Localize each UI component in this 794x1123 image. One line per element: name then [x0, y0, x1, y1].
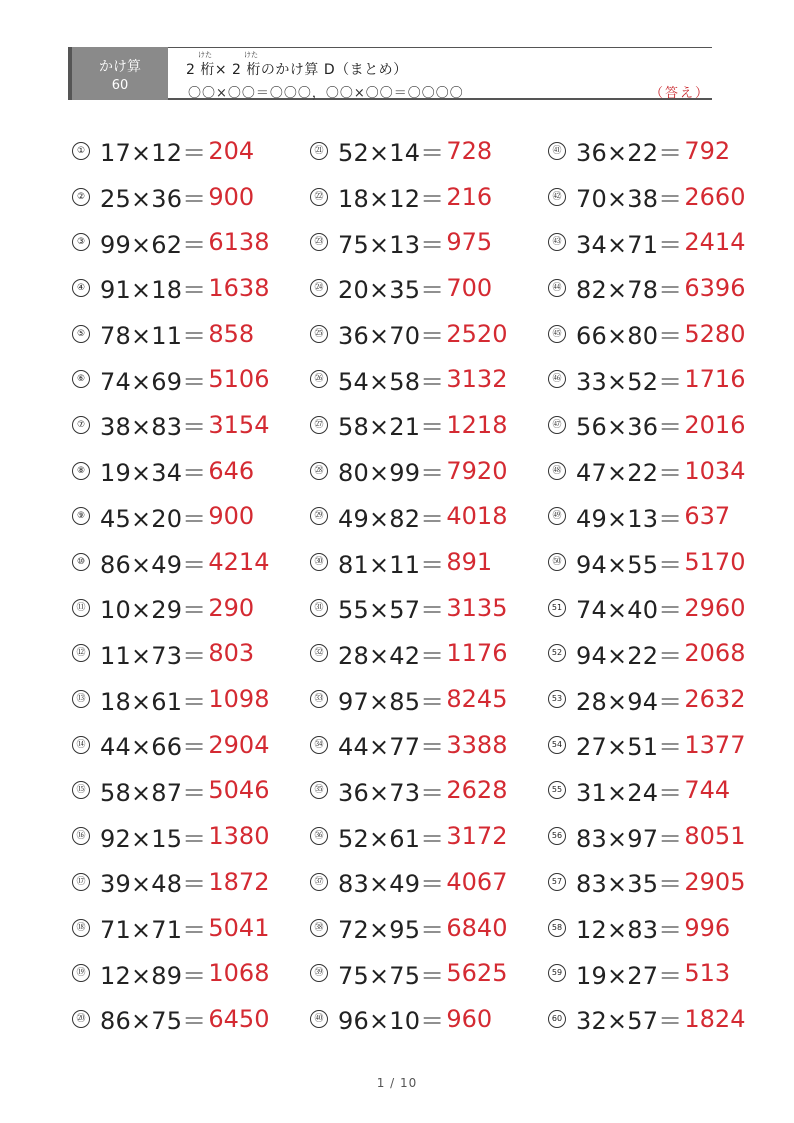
problem-column-3 [548, 128, 762, 1046]
problem-expression: 74×40＝ [576, 596, 683, 625]
problem-item [72, 402, 310, 448]
problem-answer: 996 [684, 913, 731, 942]
problem-expression: 58×21＝ [338, 413, 445, 442]
problem-answer: 1176 [446, 639, 508, 668]
problem-answer: 513 [684, 959, 731, 988]
problem-number: ㊱ [310, 827, 328, 845]
worksheet-badge [68, 47, 168, 100]
problem-number: 58 [548, 919, 566, 937]
problem-answer: 1377 [684, 730, 746, 759]
problem-expression: 49×82＝ [338, 504, 445, 533]
problem-answer: 2960 [684, 593, 746, 622]
problem-number: 55 [548, 781, 566, 799]
problem-number: ㊾ [548, 507, 566, 525]
problem-number: ㊻ [548, 370, 566, 388]
problem-expression: 36×22＝ [576, 139, 683, 168]
problem-expression: 66×80＝ [576, 322, 683, 351]
problem-number: ① [72, 142, 90, 160]
problem-answer: 6396 [684, 273, 746, 302]
problem-number: ⑯ [72, 827, 90, 845]
problem-answer: 5046 [208, 776, 270, 805]
problem-item [548, 174, 762, 220]
problem-item [72, 676, 310, 722]
problem-item [72, 219, 310, 265]
problem-number: ㉚ [310, 553, 328, 571]
problem-number: ㊸ [548, 233, 566, 251]
problem-number: ㉑ [310, 142, 328, 160]
problem-answer: 3132 [446, 365, 508, 394]
problem-item [548, 676, 762, 722]
problem-expression: 82×78＝ [576, 276, 683, 305]
problem-item [548, 494, 762, 540]
problem-answer: 1068 [208, 959, 270, 988]
problem-answer: 7920 [446, 456, 508, 485]
problem-grid [72, 128, 762, 1046]
problem-expression: 19×34＝ [100, 459, 207, 488]
problem-item [310, 813, 548, 859]
problem-item [310, 311, 548, 357]
problem-number: ㊳ [310, 919, 328, 937]
problem-number: ⑱ [72, 919, 90, 937]
problem-item [72, 996, 310, 1042]
problem-answer: 6450 [208, 1004, 270, 1033]
problem-answer: 646 [208, 456, 255, 485]
problem-item [310, 859, 548, 905]
problem-answer: 2520 [446, 319, 508, 348]
problem-number: 56 [548, 827, 566, 845]
problem-expression: 58×87＝ [100, 778, 207, 807]
problem-expression: 49×13＝ [576, 504, 683, 533]
problem-item [72, 905, 310, 951]
problem-item [548, 905, 762, 951]
problem-expression: 83×97＝ [576, 824, 683, 853]
problem-number: ㊹ [548, 279, 566, 297]
problem-number: ⑭ [72, 736, 90, 754]
problem-answer: 3388 [446, 730, 508, 759]
problem-item [548, 539, 762, 585]
problem-item [548, 311, 762, 357]
answer-label: （答え） [649, 86, 710, 101]
problem-number: ㉗ [310, 416, 328, 434]
problem-expression: 75×13＝ [338, 230, 445, 259]
problem-item [310, 448, 548, 494]
problem-answer: 3135 [446, 593, 508, 622]
problem-answer: 290 [208, 593, 255, 622]
problem-number: ② [72, 188, 90, 206]
problem-answer: 1638 [208, 273, 270, 302]
problem-number: 51 [548, 599, 566, 617]
problem-column-2 [310, 128, 548, 1046]
problem-expression: 78×11＝ [100, 322, 207, 351]
problem-number: 60 [548, 1010, 566, 1028]
problem-item [72, 585, 310, 631]
problem-item [310, 402, 548, 448]
problem-expression: 71×71＝ [100, 916, 207, 945]
problem-answer: 858 [208, 319, 255, 348]
problem-item [310, 356, 548, 402]
problem-expression: 20×35＝ [338, 276, 445, 305]
problem-expression: 97×85＝ [338, 687, 445, 716]
problem-expression: 33×52＝ [576, 367, 683, 396]
problem-expression: 18×12＝ [338, 185, 445, 214]
problem-answer: 1380 [208, 822, 270, 851]
problem-item [72, 768, 310, 814]
problem-expression: 31×24＝ [576, 778, 683, 807]
problem-expression: 45×20＝ [100, 504, 207, 533]
problem-answer: 900 [208, 502, 255, 531]
problem-answer: 960 [446, 1004, 493, 1033]
problem-answer: 728 [446, 136, 493, 165]
problem-expression: 10×29＝ [100, 596, 207, 625]
problem-item [548, 402, 762, 448]
worksheet-header [168, 47, 712, 100]
problem-answer: 2068 [684, 639, 746, 668]
problem-expression: 28×94＝ [576, 687, 683, 716]
problem-column-1 [72, 128, 310, 1046]
problem-number: ㉝ [310, 690, 328, 708]
problem-item [72, 722, 310, 768]
problem-expression: 18×61＝ [100, 687, 207, 716]
problem-item [72, 539, 310, 585]
problem-answer: 4214 [208, 548, 270, 577]
problem-answer: 2414 [684, 228, 746, 257]
problem-number: ㊺ [548, 325, 566, 343]
problem-answer: 5170 [684, 548, 746, 577]
problem-number: ⑳ [72, 1010, 90, 1028]
problem-expression: 52×61＝ [338, 824, 445, 853]
problem-expression: 54×58＝ [338, 367, 445, 396]
problem-item [310, 494, 548, 540]
problem-number: ④ [72, 279, 90, 297]
problem-number: ㊽ [548, 462, 566, 480]
problem-answer: 1716 [684, 365, 746, 394]
problem-expression: 39×48＝ [100, 870, 207, 899]
problem-number: ㊲ [310, 873, 328, 891]
problem-number: ⑤ [72, 325, 90, 343]
problem-expression: 19×27＝ [576, 961, 683, 990]
problem-number: ㉖ [310, 370, 328, 388]
problem-answer: 5041 [208, 913, 270, 942]
problem-expression: 32×57＝ [576, 1007, 683, 1036]
problem-expression: 44×77＝ [338, 733, 445, 762]
problem-item [548, 950, 762, 996]
problem-expression: 55×57＝ [338, 596, 445, 625]
problem-expression: 72×95＝ [338, 916, 445, 945]
problem-number: ㉛ [310, 599, 328, 617]
problem-item [72, 631, 310, 677]
problem-number: ⑥ [72, 370, 90, 388]
problem-expression: 80×99＝ [338, 459, 445, 488]
problem-item [548, 128, 762, 174]
problem-expression: 81×11＝ [338, 550, 445, 579]
problem-item [548, 585, 762, 631]
problem-answer: 5625 [446, 959, 508, 988]
problem-expression: 44×66＝ [100, 733, 207, 762]
problem-expression: 38×83＝ [100, 413, 207, 442]
problem-item [310, 722, 548, 768]
problem-number: ⑲ [72, 964, 90, 982]
problem-item [310, 539, 548, 585]
problem-answer: 891 [446, 548, 493, 577]
problem-answer: 3172 [446, 822, 508, 851]
problem-answer: 2016 [684, 410, 746, 439]
title-ruby-2: けた [244, 51, 258, 59]
problem-expression: 94×22＝ [576, 641, 683, 670]
problem-answer: 6138 [208, 228, 270, 257]
problem-number: ㉕ [310, 325, 328, 343]
problem-item [310, 996, 548, 1042]
problem-item [548, 722, 762, 768]
problem-answer: 637 [684, 502, 731, 531]
problem-item [548, 219, 762, 265]
problem-item [310, 905, 548, 951]
problem-item [72, 356, 310, 402]
problem-answer: 1824 [684, 1004, 746, 1033]
problem-item [548, 631, 762, 677]
problem-number: 52 [548, 644, 566, 662]
problem-number: ㉞ [310, 736, 328, 754]
problem-item [72, 311, 310, 357]
problem-number: ㉓ [310, 233, 328, 251]
problem-number: ㉘ [310, 462, 328, 480]
problem-number: ⑩ [72, 553, 90, 571]
problem-answer: 8051 [684, 822, 746, 851]
problem-item [548, 859, 762, 905]
problem-expression: 94×55＝ [576, 550, 683, 579]
problem-expression: 83×35＝ [576, 870, 683, 899]
problem-number: ㉔ [310, 279, 328, 297]
problem-expression: 70×38＝ [576, 185, 683, 214]
problem-number: ㊼ [548, 416, 566, 434]
problem-number: ⑫ [72, 644, 90, 662]
problem-answer: 2628 [446, 776, 508, 805]
problem-answer: 204 [208, 136, 255, 165]
problem-answer: 5106 [208, 365, 270, 394]
problem-expression: 91×18＝ [100, 276, 207, 305]
problem-item [310, 128, 548, 174]
problem-expression: 12×89＝ [100, 961, 207, 990]
problem-expression: 28×42＝ [338, 641, 445, 670]
problem-expression: 52×14＝ [338, 139, 445, 168]
problem-expression: 75×75＝ [338, 961, 445, 990]
problem-expression: 86×75＝ [100, 1007, 207, 1036]
problem-item [548, 356, 762, 402]
problem-number: ㊵ [310, 1010, 328, 1028]
problem-expression: 92×15＝ [100, 824, 207, 853]
problem-item [310, 768, 548, 814]
problem-expression: 17×12＝ [100, 139, 207, 168]
problem-item [310, 174, 548, 220]
problem-number: ⑪ [72, 599, 90, 617]
problem-expression: 86×49＝ [100, 550, 207, 579]
problem-number: ㉜ [310, 644, 328, 662]
problem-item [72, 174, 310, 220]
problem-expression: 83×49＝ [338, 870, 445, 899]
problem-item [72, 859, 310, 905]
problem-expression: 99×62＝ [100, 230, 207, 259]
problem-answer: 700 [446, 273, 493, 302]
problem-number: ㊶ [548, 142, 566, 160]
problem-item [310, 950, 548, 996]
problem-expression: 74×69＝ [100, 367, 207, 396]
answer-pattern: 〇〇×〇〇＝〇〇〇，〇〇×〇〇＝〇〇〇〇 [188, 86, 464, 101]
problem-item [548, 813, 762, 859]
worksheet-title: 2 桁× 2 桁のかけ算 D（まとめ） [186, 62, 408, 78]
problem-answer: 1218 [446, 410, 508, 439]
problem-answer: 1098 [208, 685, 270, 714]
problem-expression: 36×73＝ [338, 778, 445, 807]
problem-expression: 47×22＝ [576, 459, 683, 488]
problem-expression: 12×83＝ [576, 916, 683, 945]
problem-answer: 4018 [446, 502, 508, 531]
problem-answer: 792 [684, 136, 731, 165]
problem-number: ㉙ [310, 507, 328, 525]
worksheet-category: かけ算 [99, 59, 141, 75]
problem-answer: 2904 [208, 730, 270, 759]
problem-item [72, 265, 310, 311]
problem-item [310, 585, 548, 631]
problem-answer: 744 [684, 776, 731, 805]
problem-expression: 96×10＝ [338, 1007, 445, 1036]
problem-number: 59 [548, 964, 566, 982]
problem-answer: 8245 [446, 685, 508, 714]
problem-expression: 27×51＝ [576, 733, 683, 762]
problem-expression: 25×36＝ [100, 185, 207, 214]
title-ruby-1: けた [198, 51, 212, 59]
problem-item [548, 448, 762, 494]
problem-number: ③ [72, 233, 90, 251]
problem-item [72, 813, 310, 859]
problem-number: ⑨ [72, 507, 90, 525]
problem-answer: 3154 [208, 410, 270, 439]
problem-number: 57 [548, 873, 566, 891]
problem-item [548, 996, 762, 1042]
problem-answer: 4067 [446, 867, 508, 896]
problem-expression: 56×36＝ [576, 413, 683, 442]
problem-number: ㉒ [310, 188, 328, 206]
problem-number: ⑮ [72, 781, 90, 799]
problem-answer: 803 [208, 639, 255, 668]
worksheet-number: 60 [111, 78, 129, 93]
problem-item [310, 219, 548, 265]
problem-number: ㊴ [310, 964, 328, 982]
problem-answer: 6840 [446, 913, 508, 942]
problem-item [310, 676, 548, 722]
problem-item [72, 950, 310, 996]
problem-number: ⑧ [72, 462, 90, 480]
problem-number: ㊿ [548, 553, 566, 571]
problem-answer: 2632 [684, 685, 746, 714]
problem-number: ⑬ [72, 690, 90, 708]
problem-expression: 34×71＝ [576, 230, 683, 259]
page-number: 1 / 10 [376, 1076, 418, 1090]
problem-number: ⑰ [72, 873, 90, 891]
problem-item [310, 265, 548, 311]
problem-item [548, 768, 762, 814]
problem-expression: 36×70＝ [338, 322, 445, 351]
problem-answer: 2660 [684, 182, 746, 211]
problem-number: ㊷ [548, 188, 566, 206]
problem-number: 53 [548, 690, 566, 708]
problem-answer: 1034 [684, 456, 746, 485]
problem-answer: 5280 [684, 319, 746, 348]
problem-item [72, 494, 310, 540]
problem-number: ⑦ [72, 416, 90, 434]
problem-answer: 2905 [684, 867, 746, 896]
problem-answer: 1872 [208, 867, 270, 896]
problem-item [548, 265, 762, 311]
problem-answer: 216 [446, 182, 493, 211]
problem-item [72, 128, 310, 174]
problem-item [72, 448, 310, 494]
problem-answer: 900 [208, 182, 255, 211]
problem-number: ㉟ [310, 781, 328, 799]
problem-expression: 11×73＝ [100, 641, 207, 670]
problem-answer: 975 [446, 228, 493, 257]
problem-item [310, 631, 548, 677]
problem-number: 54 [548, 736, 566, 754]
